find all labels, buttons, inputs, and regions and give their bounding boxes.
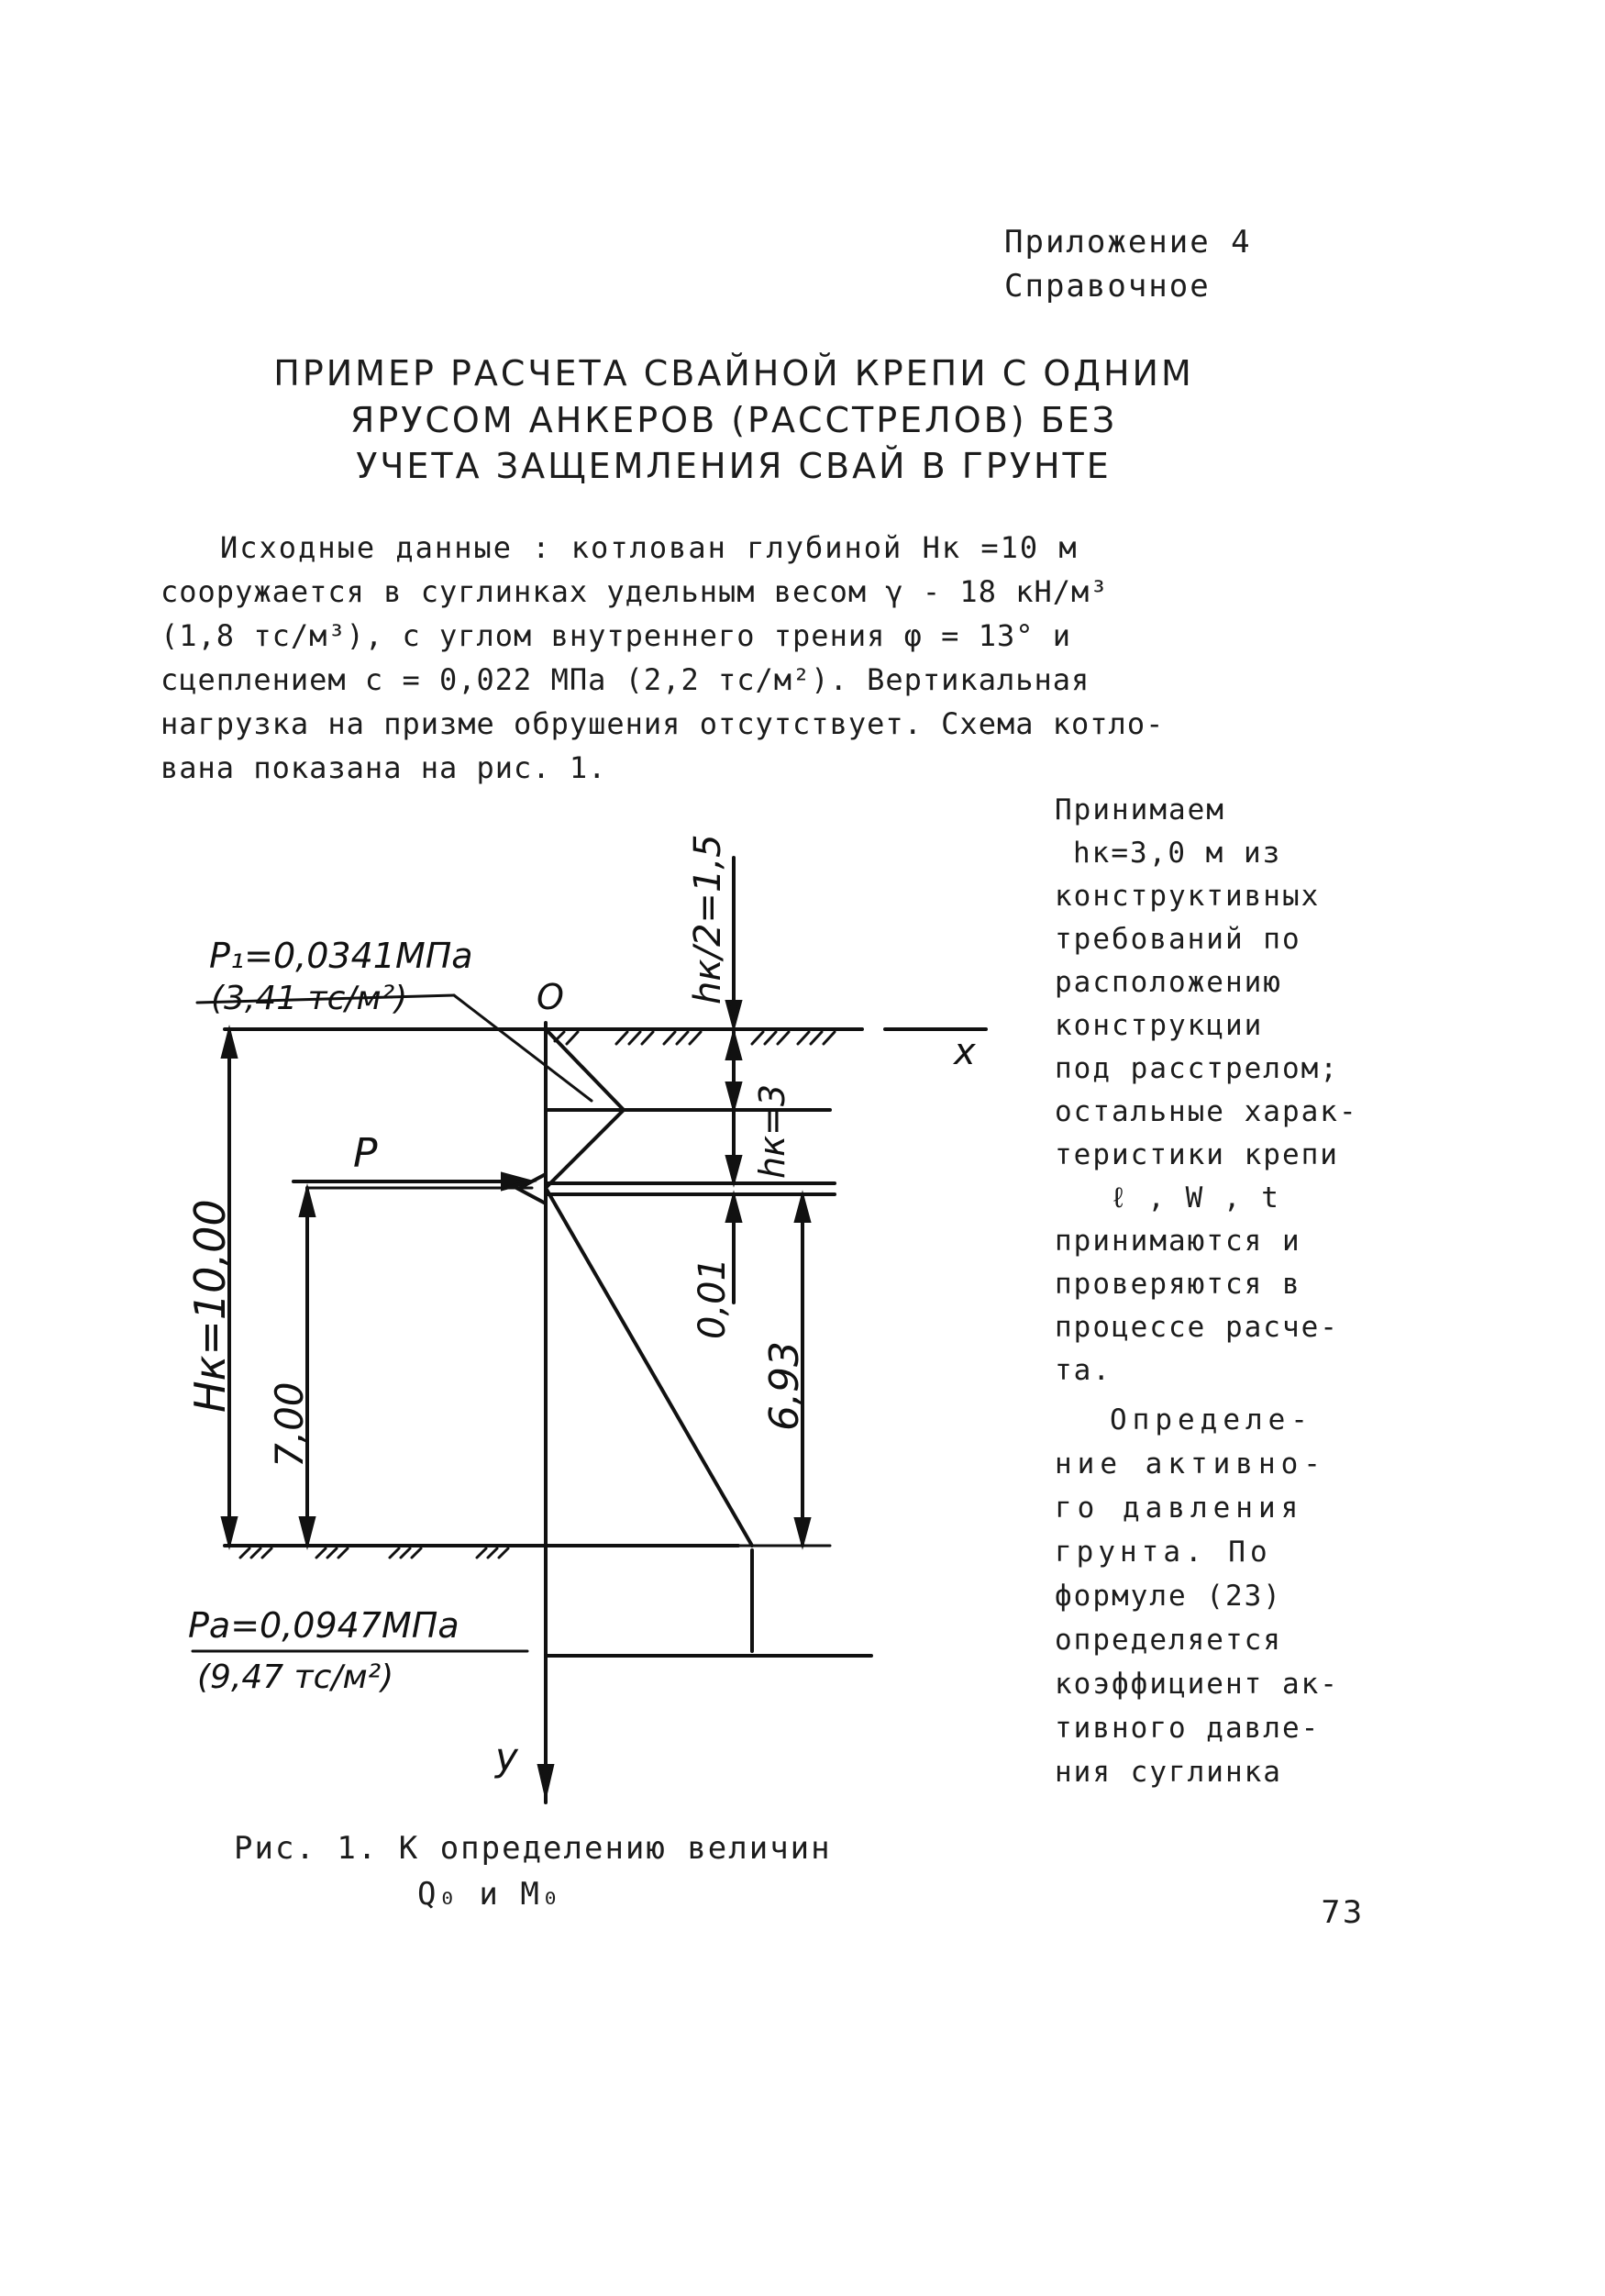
bottom-hatching <box>240 1548 508 1558</box>
pa-tc-label: (9,47 тс/м²) <box>197 1658 394 1696</box>
side-line: формуле (23) <box>1055 1580 1282 1613</box>
dim-001-label: 0,01 <box>692 1257 734 1339</box>
dim-7-label: 7,00 <box>267 1381 312 1468</box>
surface-hatching <box>555 1032 835 1044</box>
intro-line-1: Исходные данные : котлован глубиной Hк =10 м <box>220 530 1079 565</box>
figure-caption-line-2: Q₀ и M₀ <box>417 1876 562 1913</box>
intro-line-5: нагрузка на призме обрушения отсутствует. Схема котло- <box>160 706 1165 741</box>
appendix-type: Справочное <box>1004 268 1211 305</box>
hk-label: hк=3 <box>752 1083 792 1179</box>
side-line: определяется <box>1055 1624 1282 1657</box>
side-line: тивного давле- <box>1055 1712 1321 1745</box>
title-line-3: УЧЕТА ЗАЩЕМЛЕНИЯ СВАЙ В ГРУНТЕ <box>356 446 1112 486</box>
intro-line-2: сооружается в суглинках удельным весом γ - 18 кН/м³ <box>160 574 1109 609</box>
side-line: го давления <box>1055 1492 1304 1525</box>
appendix-label: Приложение 4 <box>1004 224 1252 261</box>
title-line-1: ПРИМЕР РАСЧЕТА СВАЙНОЙ КРЕПИ С ОДНИМ <box>273 353 1194 394</box>
side-line: процессе расче- <box>1055 1311 1339 1344</box>
side-line: ℓ , W , t <box>1110 1181 1280 1215</box>
p1-tc-label: (3,41 тс/м²) <box>211 980 408 1017</box>
side-line: принимаются и <box>1055 1225 1301 1258</box>
side-line: Принимаем <box>1055 793 1225 826</box>
origin-label: O <box>537 977 564 1017</box>
side-line: конструкции <box>1055 1009 1264 1042</box>
side-line: конструктивных <box>1055 880 1321 913</box>
side-line: Определе- <box>1110 1403 1313 1436</box>
intro-line-6: вана показана на рис. 1. <box>160 750 607 785</box>
side-line: требований по <box>1055 923 1301 956</box>
side-line: проверяются в <box>1055 1268 1301 1301</box>
x-axis-label: x <box>954 1031 976 1073</box>
side-line: hк=3,0 м из <box>1073 837 1282 870</box>
p1-leader <box>454 995 592 1101</box>
side-line: теристики крепи <box>1055 1138 1339 1171</box>
side-line: ние активно- <box>1055 1447 1326 1481</box>
y-axis-label: y <box>495 1735 518 1780</box>
page-number: 73 <box>1321 1894 1365 1931</box>
half-depth-label: hк/2=1,5 <box>687 834 729 1004</box>
side-line: та. <box>1055 1354 1112 1387</box>
side-line: расположению <box>1055 966 1282 999</box>
intro-line-4: сцеплением c = 0,022 МПа (2,2 тс/м²). Вертикальная <box>160 662 1090 697</box>
figure-caption-line-1: Рис. 1. К определению величин <box>234 1830 832 1867</box>
y-axis-arrow <box>539 1766 552 1793</box>
title-line-2: ЯРУСОМ АНКЕРОВ (РАССТРЕЛОВ) БЕЗ <box>349 400 1118 440</box>
side-line: под расстрелом; <box>1055 1052 1339 1085</box>
side-line: остальные харак- <box>1055 1095 1358 1128</box>
intro-line-3: (1,8 тс/м³), с углом внутреннего трения φ = 13° и <box>160 618 1072 653</box>
side-line: коэффициент ак- <box>1055 1668 1339 1701</box>
side-line: грунта. По <box>1055 1536 1272 1569</box>
p1-value-label: P₁=0,0341МПа <box>209 936 473 976</box>
side-line: ния суглинка <box>1055 1756 1282 1789</box>
force-p-label: P <box>353 1130 378 1177</box>
dim-693-label: 6,93 <box>761 1341 808 1431</box>
hk-total-label: Hк=10,00 <box>185 1199 235 1413</box>
pa-value-label: Pa=0,0947МПа <box>188 1605 459 1646</box>
